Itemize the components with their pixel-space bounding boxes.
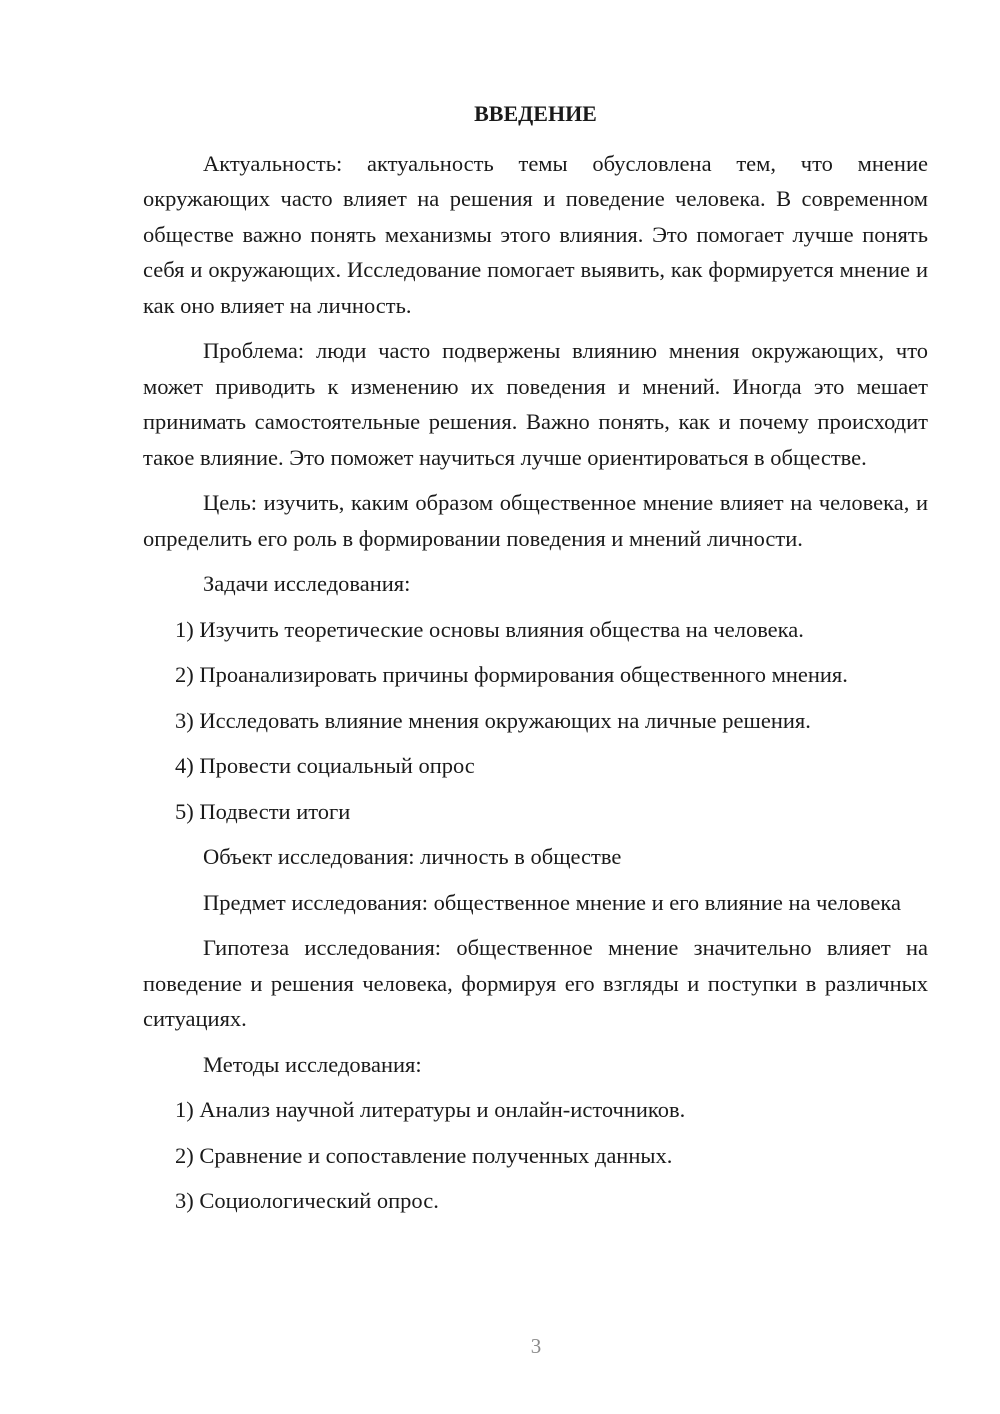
page-number: 3 — [530, 1334, 542, 1358]
tasks-list — [143, 612, 928, 830]
paragraph-relevance: Актуальность: актуальность темы обусловлена тем, что мнение окружающих часто влияет на решения и поведение человека. В современном обществе важно понять механизмы этого влияния. Это помогает лучше понять себя и окружающих. Исследование помогает выявить, как формируется мнение и как оно влияет на личность. — [143, 150, 928, 318]
list-item: 1) Изучить теоретические основы влияния общества на человека. — [175, 616, 804, 642]
list-item: 4) Провести социальный опрос — [175, 753, 475, 778]
paragraph-problem: Проблема: люди часто подвержены влиянию мнения окружающих, что может приводить к изменению их поведения и мнений. Иногда это мешает принимать самостоятельные решения. Важно понять, как и почему происходит такое влияние. Это поможет научиться лучше ориентироваться в обществе. — [143, 338, 928, 470]
tasks-heading: Задачи исследования: — [203, 571, 411, 596]
methods-heading: Методы исследования: — [203, 1051, 422, 1077]
list-item: 2) Сравнение и сопоставление полученных данных. — [175, 1142, 673, 1168]
paragraph-goal: Цель: изучить, каким образом общественное мнение влияет на человека, и определить его роль в формировании поведения и мнений личности. — [143, 490, 928, 551]
list-item: 3) Социологический опрос. — [175, 1188, 439, 1213]
section-title: ВВЕДЕНИЕ — [474, 101, 597, 126]
paragraph-hypothesis: Гипотеза исследования: общественное мнение значительно влияет на поведение и решения человека, формируя его взгляды и поступки в различных ситуациях. — [143, 935, 928, 1031]
list-item: 2) Проанализировать причины формирования общественного мнения. — [175, 662, 848, 687]
paragraph-subject: Предмет исследования: общественное мнение и его влияние на человека — [203, 889, 901, 915]
list-item: 5) Подвести итоги — [175, 798, 351, 824]
list-item: 1) Анализ научной литературы и онлайн-источников. — [175, 1097, 686, 1122]
list-item: 3) Исследовать влияние мнения окружающих на личные решения. — [175, 707, 811, 733]
paragraph-object: Объект исследования: личность в обществе — [203, 844, 622, 869]
methods-list — [143, 1092, 928, 1219]
page-content — [143, 96, 928, 1229]
